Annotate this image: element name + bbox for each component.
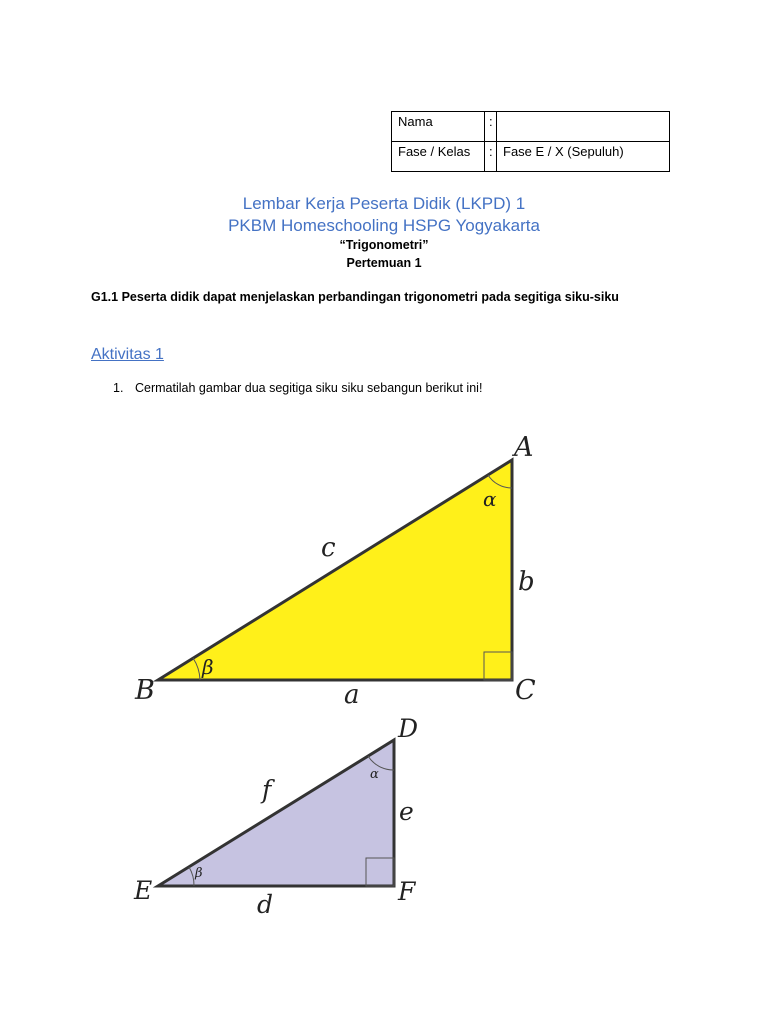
vertex-label-a: A [514, 432, 534, 463]
page-title: Lembar Kerja Peserta Didik (LKPD) 1 [242, 194, 526, 213]
side-label-c: c [321, 533, 336, 563]
side-label-a: a [344, 680, 360, 710]
colon: : [485, 112, 497, 142]
class-label: Fase / Kelas [392, 142, 485, 172]
vertex-label-b: B [135, 675, 155, 706]
activity-heading: Aktivitas 1 [91, 346, 164, 363]
angle-label-beta: β [202, 655, 214, 679]
learning-objective: G1.1 Peserta didik dapat menjelaskan perbandingan trigonometri pada segitiga siku-siku [91, 290, 619, 304]
meeting: Pertemuan 1 [346, 256, 422, 270]
triangle-abc [134, 432, 536, 710]
vertex-label-e: E [134, 876, 153, 905]
side-label-b: b [518, 567, 535, 597]
triangle-def [133, 714, 418, 919]
topic: “Trigonometri” [339, 238, 429, 252]
vertex-label-f: F [398, 877, 416, 906]
vertex-label-d: D [398, 714, 419, 743]
side-label-d: d [257, 890, 274, 919]
angle-label-beta: β [195, 866, 203, 881]
list-number: 1. [113, 381, 124, 395]
side-label-f: f [262, 775, 272, 804]
school-name: PKBM Homeschooling HSPG Yogyakarta [228, 216, 540, 235]
angle-label-alpha: α [370, 767, 379, 782]
colon: : [485, 142, 497, 172]
class-value: Fase E / X (Sepuluh) [497, 142, 670, 172]
angle-label-alpha: α [483, 487, 497, 511]
side-label-e: e [399, 797, 414, 826]
name-label: Nama [392, 112, 485, 142]
list-text: Cermatilah gambar dua segitiga siku siku sebangun berikut ini! [135, 381, 483, 395]
vertex-label-c: C [515, 675, 536, 706]
triangle-def-shape [158, 740, 394, 886]
triangle-abc-shape [158, 460, 512, 680]
